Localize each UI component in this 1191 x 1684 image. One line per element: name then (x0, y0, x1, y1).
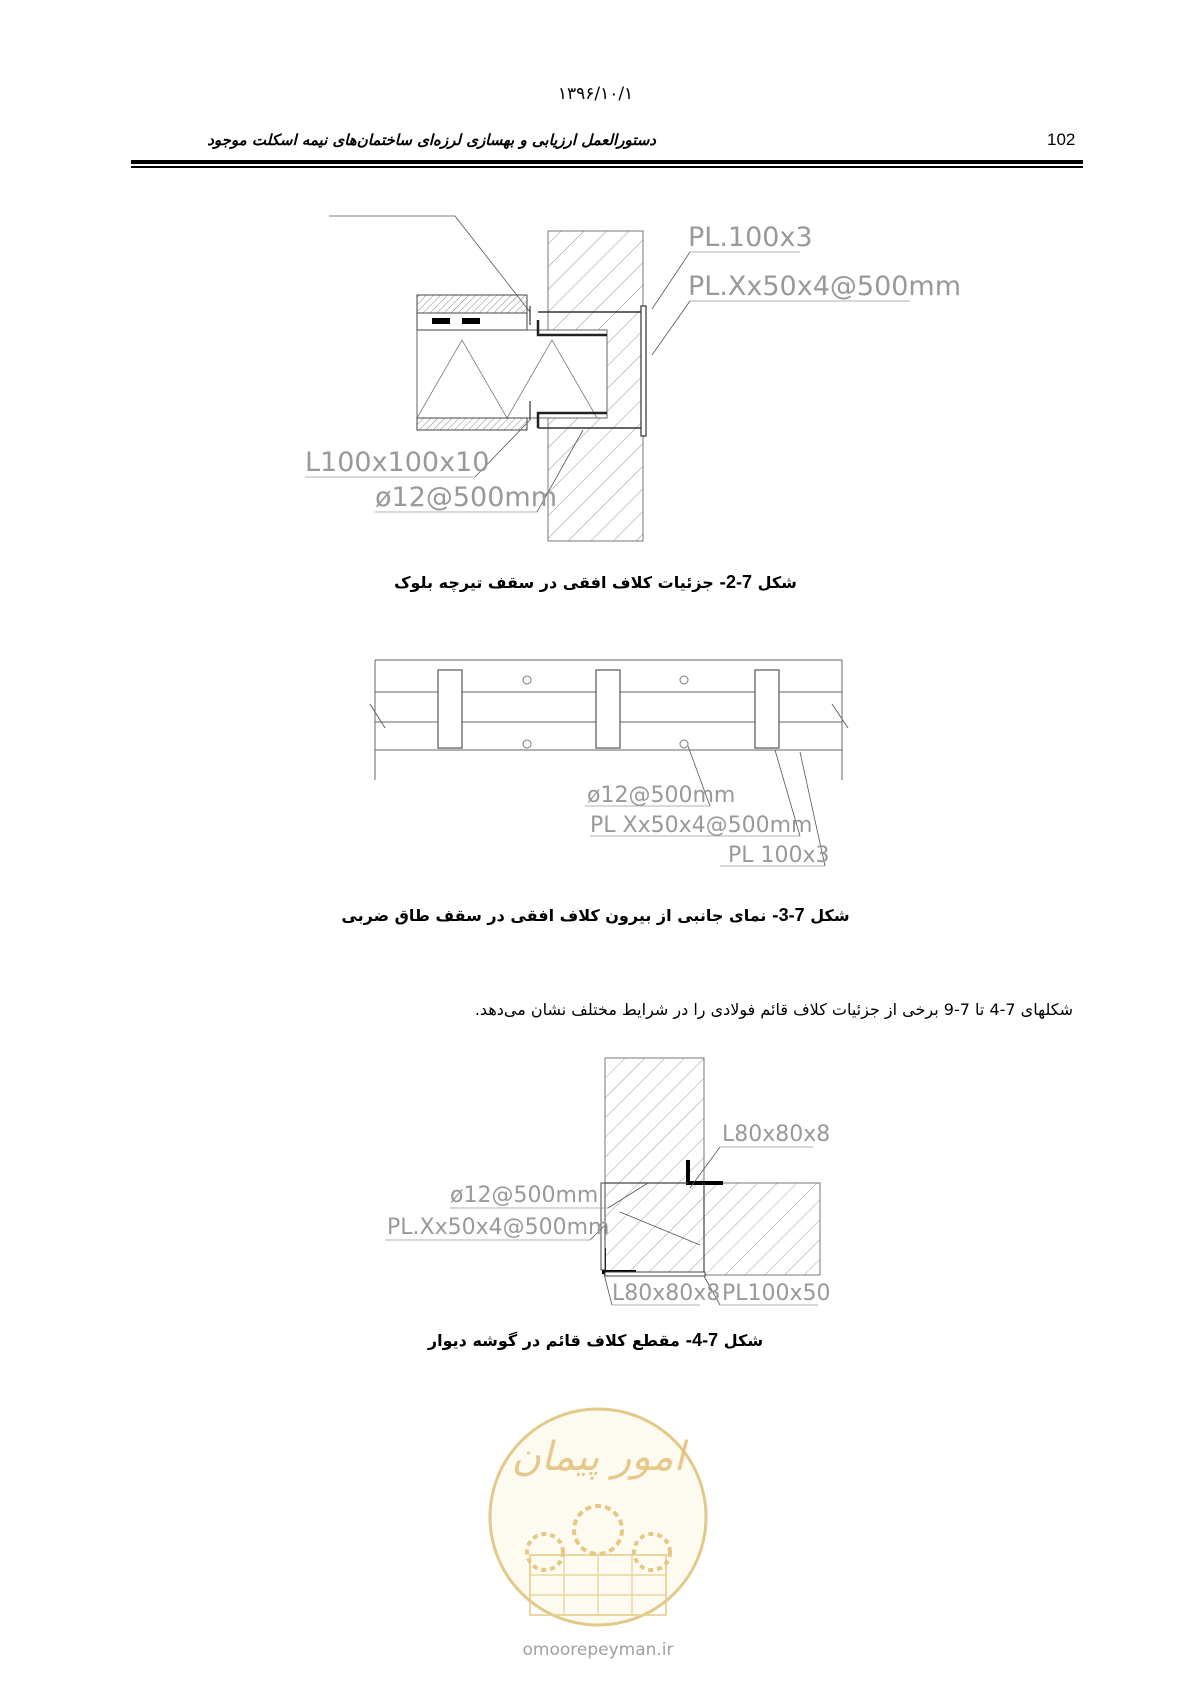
figure-7-3-caption: شکل 7-3- نمای جانبی از بیرون کلاف افقی در سقف طاق ضربی (341, 905, 850, 925)
plates (438, 670, 779, 748)
watermark-url: omoorepeyman.ir (522, 1640, 674, 1660)
label-l80-bottom: L80x80x8 (612, 1281, 721, 1306)
label-l100x100x10: L100x100x10 (305, 447, 490, 478)
label-phi12: ø12@500mm (450, 1183, 599, 1208)
plate-100x3 (641, 306, 646, 436)
header-rule-thick (131, 160, 1083, 164)
slab-section (417, 330, 607, 418)
watermark-logo-text: امور پیمان (511, 1434, 685, 1480)
watermark-logo (480, 1395, 716, 1660)
document-date: ۱۳۹۶/۱۰/۱ (557, 84, 634, 104)
label-pl-xx50x4: PL.Xx50x4@500mm (387, 1215, 610, 1240)
page-number: 102 (1047, 130, 1076, 149)
figure-7-3-drawing (360, 650, 850, 868)
figure-7-2-drawing (290, 205, 962, 550)
running-header-title: دستورالعمل ارزیابی و بهسازی لرزه‌ای ساختمان‌های نیمه اسکلت موجود (207, 131, 656, 149)
label-pl-xx50x4: PL.Xx50x4@500mm (688, 271, 962, 302)
header-rule-thin (131, 166, 1083, 168)
figure-7-2-caption: شکل 7-2- جزئیات کلاف افقی در سقف تیرچه بلوک (394, 572, 797, 592)
wall-corner (605, 1058, 820, 1275)
body-paragraph: شکلهای 7-4 تا 7-9 برخی از جزئیات کلاف قائم فولادی را در شرایط مختلف نشان می‌دهد. (474, 1000, 1073, 1019)
figure-7-4-caption: شکل 7-4- مقطع کلاف قائم در گوشه دیوار (427, 1330, 764, 1350)
label-phi12: ø12@500mm (587, 783, 736, 808)
label-pl-100x3: PL.100x3 (688, 222, 813, 253)
floor-finish (417, 295, 527, 313)
label-pl-xx50x4: PL Xx50x4@500mm (590, 813, 813, 838)
label-phi12: ø12@500mm (375, 482, 558, 513)
figure-7-4-drawing (385, 1052, 831, 1314)
label-pl-100x50: PL100x50 (722, 1281, 831, 1306)
label-pl-100x3: PL 100x3 (728, 843, 830, 868)
label-l80-top: L80x80x8 (722, 1122, 831, 1147)
